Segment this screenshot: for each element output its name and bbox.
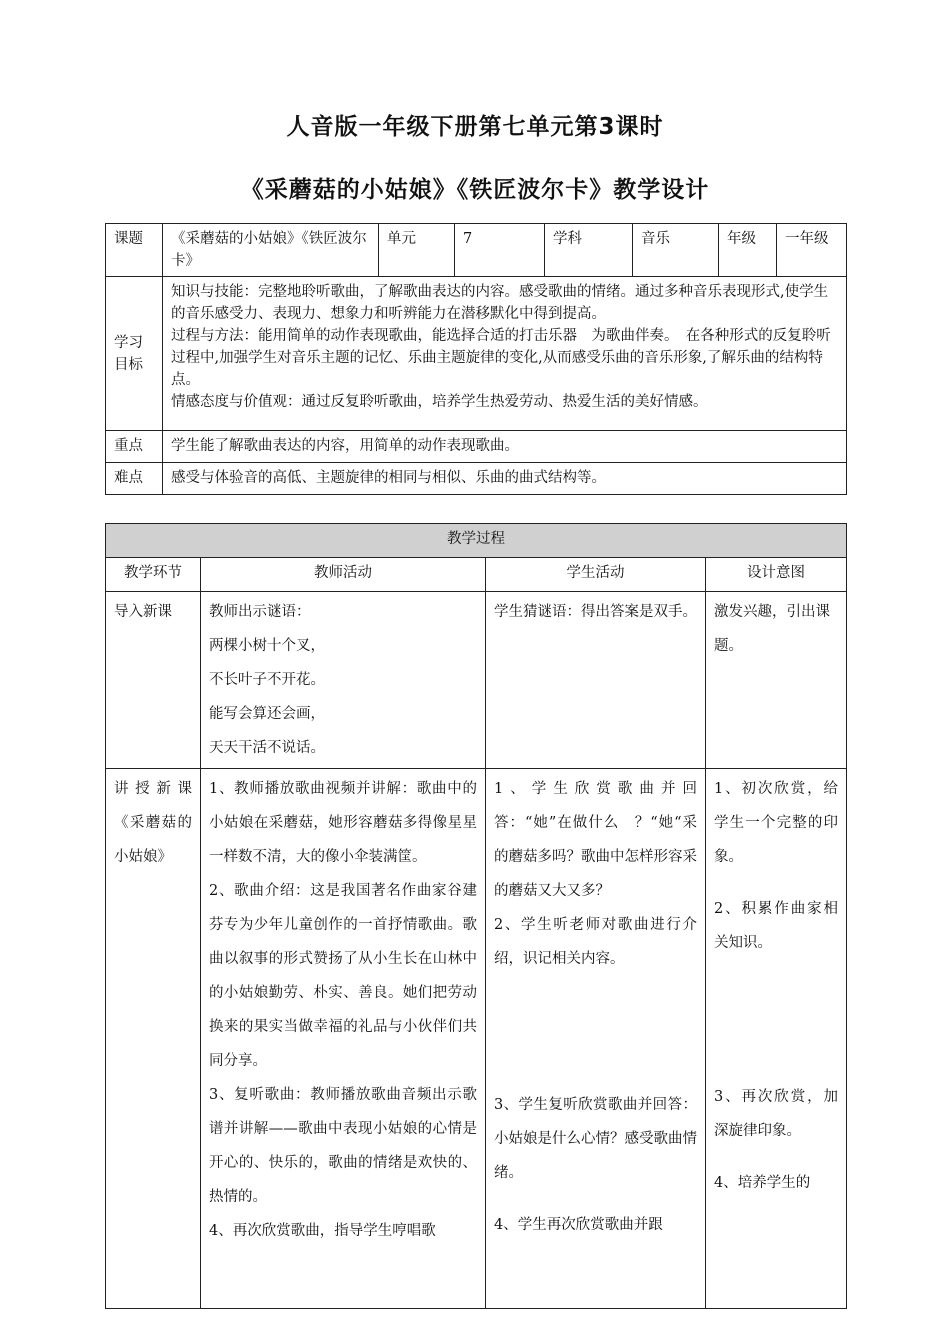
difficulty-value: 感受与体验音的高低、主题旋律的相同与相似、乐曲的曲式结构等。 [163, 463, 847, 495]
subject-value: 音乐 [633, 224, 719, 277]
stage-cell: 导入新课 [106, 592, 201, 769]
col-stage: 教学环节 [106, 558, 201, 592]
student-step: 3、学生复听欣赏歌曲并回答：小姑娘是什么心情？感受歌曲情绪。 [494, 1097, 697, 1181]
teacher-step: 4、再次欣赏歌曲，指导学生哼唱歌 [209, 1223, 436, 1239]
goal-attitude: 情感态度与价值观：通过反复聆听歌曲，培养学生热爱劳动、热爱生活的美好情感。 [171, 394, 708, 410]
student-cell: 学生猜谜语：得出答案是双手。 [486, 592, 706, 769]
intent-step: 1、初次欣赏，给学生一个完整的印象。 [714, 781, 838, 865]
intent-step: 2、积累作曲家相关知识。 [714, 901, 838, 951]
riddle-line: 能写会算还会画， [209, 706, 325, 722]
riddle-line: 两棵小树十个叉， [209, 638, 325, 654]
teacher-cell [201, 769, 486, 1309]
student-step: 1、学生欣赏歌曲并回答：“她”在做什么 ？“她“采的蘑菇多吗？歌曲中怎样形容采的蘑菇又大又多？ [494, 781, 697, 899]
riddle-line: 不长叶子不开花。 [209, 672, 325, 688]
col-teacher: 教师活动 [201, 558, 486, 592]
teacher-step: 1、教师播放歌曲视频并讲解：歌曲中的小姑娘在采蘑菇，她形容蘑菇多得像星星一样数不清，大的像小伞装满筐。 [209, 781, 477, 865]
table-row [106, 592, 847, 769]
key-value: 学生能了解歌曲表达的内容，用简单的动作表现歌曲。 [163, 431, 847, 463]
teacher-step: 3、复听歌曲：教师播放歌曲音频出示歌谱并讲解——歌曲中表现小姑娘的心情是开心的、快乐的，歌曲的情绪是欢快的、热情的。 [209, 1087, 477, 1205]
grade-value: 一年级 [777, 224, 847, 277]
goal-knowledge: 知识与技能：完整地聆听歌曲，了解歌曲表达的内容。感受歌曲的情绪。通过多种音乐表现形式,使学生的音乐感受力、表现力、想象力和听辨能力在潜移默化中得到提高。 [171, 284, 829, 322]
lesson-info-table [105, 223, 847, 495]
topic-label: 课题 [106, 224, 163, 277]
process-header: 教学过程 [106, 524, 847, 558]
intent-cell: 激发兴趣，引出课题。 [706, 592, 847, 769]
document-title-line1: 人音版一年级下册第七单元第3课时 [286, 114, 664, 140]
table-row [106, 769, 847, 1309]
teacher-step: 2、歌曲介绍：这是我国著名作曲家谷建芬专为少年儿童创作的一首抒情歌曲。歌曲以叙事的形式赞扬了从小生长在山林中的小姑娘勤劳、朴实、善良。她们把劳动换来的果实当做幸福的礼品与小伙伴们共同分享。 [209, 883, 477, 1069]
intent-step: 4、培养学生的 [714, 1175, 811, 1191]
col-student: 学生活动 [486, 558, 706, 592]
key-label: 重点 [106, 431, 163, 463]
intent-cell [706, 769, 847, 1309]
goals-label: 学习目标 [106, 277, 163, 431]
teacher-cell [201, 592, 486, 769]
document-title-line2: 《采蘑菇的小姑娘》《铁匠波尔卡》教学设计 [240, 177, 710, 203]
riddle-line: 天天干活不说话。 [209, 740, 325, 756]
student-step: 4、学生再次欣赏歌曲并跟 [494, 1217, 663, 1233]
unit-label: 单元 [379, 224, 455, 277]
goal-process: 过程与方法：能用简单的动作表现歌曲，能选择合适的打击乐器 为歌曲伴奏。 在各种形式的反复聆听过程中,加强学生对音乐主题的记忆、乐曲主题旋律的变化,从而感受乐曲的音乐形象,了解乐曲的结构特点。 [171, 328, 831, 388]
col-intent: 设计意图 [706, 558, 847, 592]
student-step: 2、学生听老师对歌曲进行介绍，识记相关内容。 [494, 917, 697, 967]
riddle-line: 教师出示谜语： [209, 604, 311, 620]
unit-value: 7 [455, 224, 545, 277]
topic-value: 《采蘑菇的小姑娘》《铁匠波尔卡》 [163, 224, 379, 277]
goals-content [163, 277, 847, 431]
intent-step: 3、再次欣赏，加深旋律印象。 [714, 1089, 838, 1139]
student-cell [486, 769, 706, 1309]
difficulty-label: 难点 [106, 463, 163, 495]
teaching-process-table [105, 523, 847, 1309]
grade-label: 年级 [719, 224, 777, 277]
stage-cell: 讲授新课《采蘑菇的小姑娘》 [106, 769, 201, 1309]
subject-label: 学科 [545, 224, 633, 277]
